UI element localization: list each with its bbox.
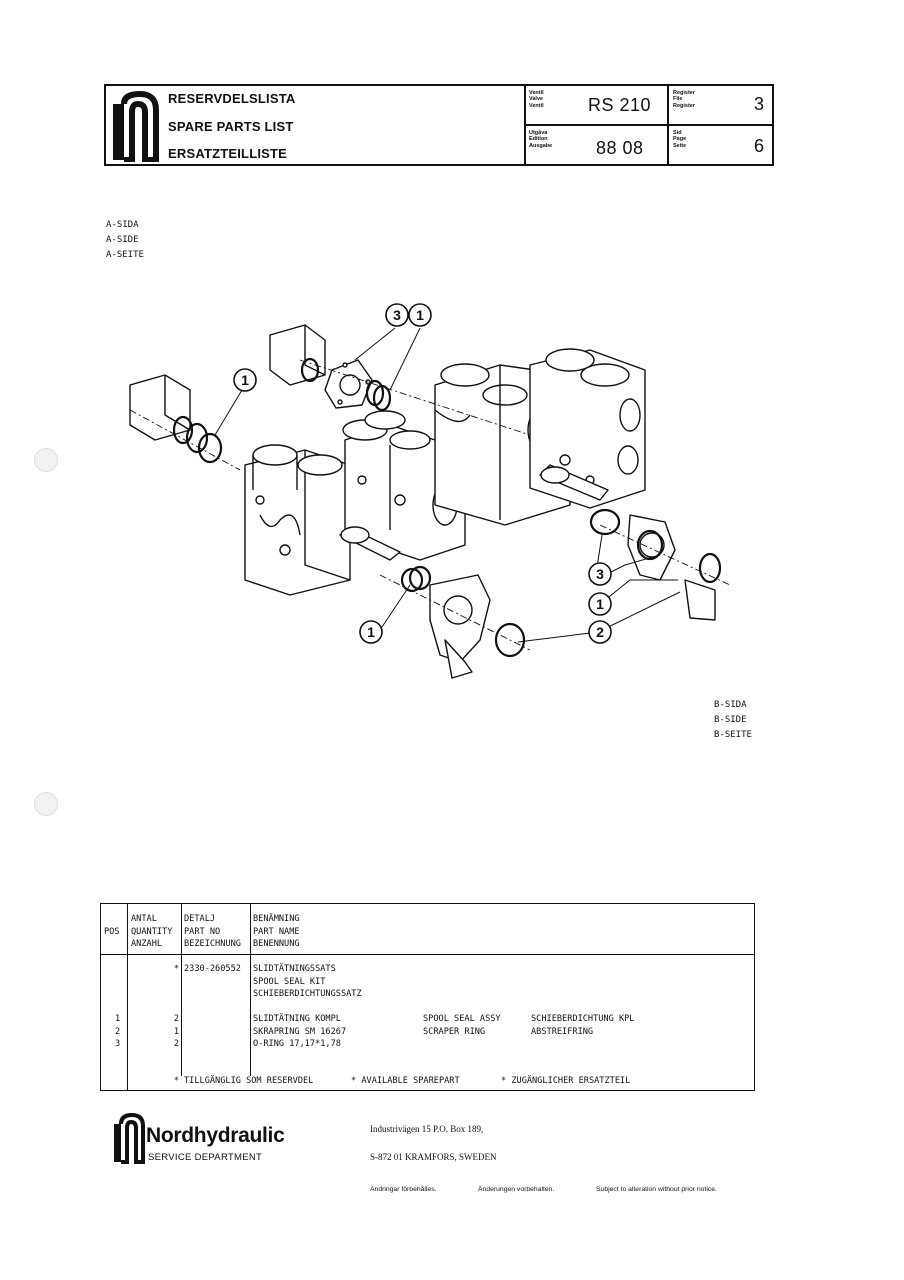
footnote-swedish: TILLGÄNGLIG SOM RESERVDEL [184,1076,314,1086]
service-department: SERVICE DEPARTMENT [148,1152,263,1163]
header-quantity: ANTAL QUANTITY ANZAHL [131,914,173,949]
brand-name: Nordhydraulic [146,1124,285,1147]
title-english: SPARE PARTS LIST [168,119,294,134]
callout-label: 1 [241,372,249,388]
callout-label: 1 [367,624,375,640]
document-header [104,84,774,166]
footnote-german: * ZUGÄNGLICHER ERSATZTEIL [501,1076,631,1086]
parts-table: POS ANTAL QUANTITY ANZAHL DETALJ PART NO BEZEICHNUNG BENÄMNING PART NAME BENENNUNG * 2330-260552 SLIDTÄTNINGSSATS SPOOL SEAL KIT SCHIEBERDICHTUNGSSATZ 1 2 SLIDTÄTNING KOMPL SPOOL SEAL ASSY SCHIEBERDICHTUNG KPL 2 1 SKRAPRING SM 16267 SCRAPER RING ABSTREIFRING 3 2 O-RING 17,17*1,78 * TILLGÄNGLIG SOM RESERVDEL * AVAILABLE SPAREPART * ZUGÄNGLICHER ERSATZTEIL [100,903,755,1091]
title-german: ERSATZTEILLISTE [168,146,288,161]
callout-label: 1 [416,307,424,323]
header-pos: POS [104,927,120,937]
notice-english: Subject to alteration without prior notice. [596,1186,717,1193]
kit-part-no: 2330-260552 [184,964,241,974]
punch-hole [34,792,58,816]
callout-label: 2 [596,624,604,640]
divider [250,904,251,1076]
footnote-english: * AVAILABLE SPAREPART [351,1076,460,1086]
side-b-label: B-SIDA B-SIDE B-SEITE [714,700,752,740]
page-labels: Sid Page Seite [673,130,687,149]
side-a-label: A-SIDA A-SIDE A-SEITE [106,220,144,260]
header-part-no: DETALJ PART NO BEZEICHNUNG [184,914,241,949]
callout-label: 3 [393,307,401,323]
footnote-marker: * [173,1076,179,1086]
divider [101,954,754,955]
notice-german: Änderungen vorbehalten. [478,1186,555,1193]
valve-exploded-diagram [100,290,740,690]
edition-value: 88 08 [596,138,644,158]
callout-label: 3 [596,566,604,582]
register-value: 3 [754,94,765,114]
title-swedish: RESERVDELSLISTA [168,91,296,106]
nordhydraulic-logo-icon [112,1112,146,1164]
nordhydraulic-logo-icon [110,90,162,162]
valve-labels: Ventil Valve Ventil [529,90,544,109]
divider [524,124,772,126]
valve-value: RS 210 [588,95,652,115]
header-part-name: BENÄMNING PART NAME BENENNUNG [253,914,300,949]
kit-marker: * [173,964,179,974]
edition-labels: Utgåva Edition Ausgabe [529,130,553,149]
register-labels: Register File Register [673,90,696,109]
kit-names: SLIDTÄTNINGSSATS SPOOL SEAL KIT SCHIEBERDICHTUNGSSATZ [253,964,362,999]
address-line2: S-872 01 KRAMFORS, SWEDEN [370,1152,497,1162]
callout-label: 1 [596,596,604,612]
page-value: 6 [754,136,765,156]
punch-hole [34,448,58,472]
notice-swedish: Ändringar förbehålles. [370,1186,437,1193]
address-line1: Industrivägen 15 P.O. Box 189, [370,1124,484,1134]
divider [181,904,182,1076]
divider [127,904,128,1090]
